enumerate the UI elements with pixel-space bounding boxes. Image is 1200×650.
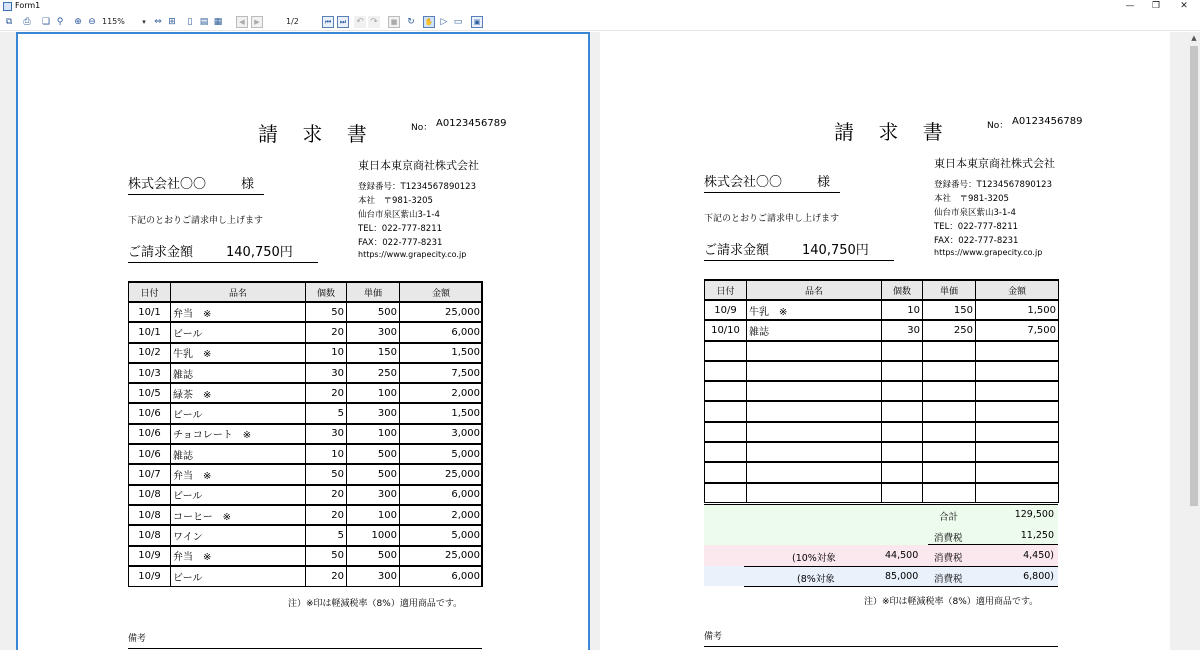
galley-mode-icon[interactable]: ▣ bbox=[471, 16, 483, 28]
restore-button[interactable]: ❐ bbox=[1151, 1, 1161, 11]
cell-date: 10/1 bbox=[129, 322, 171, 342]
cell-qty bbox=[882, 462, 923, 482]
select-tool-icon[interactable]: ▷ bbox=[440, 17, 448, 27]
cell-price bbox=[923, 341, 976, 361]
cell-price: 300 bbox=[347, 566, 400, 586]
cell-price: 100 bbox=[347, 424, 400, 444]
cell-item: ビール bbox=[171, 566, 306, 586]
company-url: https://www.grapecity.co.jp bbox=[934, 248, 1043, 257]
cell-amount bbox=[976, 341, 1059, 361]
billing-amount-value: 140,750円 bbox=[802, 243, 869, 258]
cell-qty bbox=[882, 341, 923, 361]
cell-qty: 10 bbox=[882, 300, 923, 320]
cell-price: 1000 bbox=[347, 525, 400, 545]
page-2[interactable] bbox=[600, 32, 1170, 650]
invoice-title: 請 求 書 bbox=[834, 120, 952, 144]
stop-icon[interactable]: ■ bbox=[388, 16, 400, 28]
cell-amount: 2,000 bbox=[400, 383, 483, 403]
cell-date: 10/8 bbox=[129, 505, 171, 525]
cell-date: 10/9 bbox=[129, 566, 171, 586]
cell-price: 300 bbox=[347, 322, 400, 342]
cell-date: 10/2 bbox=[129, 343, 171, 363]
cell-item: ビール bbox=[171, 485, 306, 505]
fit-page-icon[interactable]: ⊞ bbox=[168, 17, 176, 27]
invoice-no-value: A0123456789 bbox=[1012, 116, 1083, 127]
cell-amount bbox=[976, 401, 1059, 421]
cell-qty: 20 bbox=[306, 566, 347, 586]
zoom-in-icon[interactable]: ⊕ bbox=[74, 17, 82, 27]
remarks-box bbox=[704, 646, 1058, 650]
table-row bbox=[129, 505, 483, 525]
billing-amount-label: ご請求金額 bbox=[128, 245, 194, 260]
cell-item bbox=[747, 341, 882, 361]
cell-price: 500 bbox=[347, 464, 400, 484]
table-row bbox=[705, 381, 1059, 401]
cell-item bbox=[747, 401, 882, 421]
cell-amount: 6,000 bbox=[400, 322, 483, 342]
cell-item: ワイン bbox=[171, 525, 306, 545]
cell-date bbox=[705, 361, 747, 381]
cell-price: 500 bbox=[347, 546, 400, 566]
cell-item: ビール bbox=[171, 322, 306, 342]
table-row bbox=[705, 300, 1059, 320]
window-title: Form1 bbox=[15, 1, 41, 10]
table-row bbox=[705, 320, 1059, 340]
table-row bbox=[705, 361, 1059, 381]
table-row bbox=[129, 403, 483, 423]
hand-tool-icon[interactable]: ✋ bbox=[424, 18, 434, 26]
print-icon[interactable]: ⎙ bbox=[23, 17, 31, 27]
cell-amount: 1,500 bbox=[400, 343, 483, 363]
company-address: 仙台市泉区紫山3-1-4 bbox=[358, 210, 440, 220]
cell-date: 10/10 bbox=[705, 320, 747, 340]
company-tel: TEL：022-777-8211 bbox=[934, 222, 1019, 232]
cell-date: 10/5 bbox=[129, 383, 171, 403]
table-row bbox=[705, 442, 1059, 462]
footnote: 注）※印は軽減税率（8%）適用商品です。 bbox=[288, 599, 463, 609]
cell-amount: 6,000 bbox=[400, 485, 483, 505]
cell-amount bbox=[976, 442, 1059, 462]
cell-item: チョコレート ※ bbox=[171, 424, 306, 444]
cell-price: 100 bbox=[347, 383, 400, 403]
scroll-up-icon[interactable]: ▲ bbox=[1191, 34, 1197, 42]
table-row bbox=[705, 483, 1059, 503]
cell-price: 500 bbox=[347, 302, 400, 322]
cell-amount: 7,500 bbox=[976, 320, 1059, 340]
cell-item: 弁当 ※ bbox=[171, 302, 306, 322]
cell-date: 10/6 bbox=[129, 403, 171, 423]
forward-icon[interactable]: ↷ bbox=[368, 16, 380, 28]
invoice-notice: 下記のとおりご請求申し上げます bbox=[128, 216, 264, 226]
page-indicator[interactable]: 1/2 bbox=[286, 17, 299, 26]
cell-amount bbox=[976, 422, 1059, 442]
cell-price bbox=[923, 381, 976, 401]
table-row bbox=[129, 343, 483, 363]
cell-item: 弁当 ※ bbox=[171, 464, 306, 484]
table-row bbox=[129, 322, 483, 342]
rate8-tax: 6,800) bbox=[1023, 570, 1054, 582]
viewer-toolbar bbox=[0, 14, 1200, 31]
total-value: 129,500 bbox=[1014, 509, 1054, 520]
cell-item: 雑誌 bbox=[747, 320, 882, 340]
continuous-icon[interactable]: ▤ bbox=[199, 17, 209, 27]
cell-item bbox=[747, 381, 882, 401]
cell-item: コーヒー ※ bbox=[171, 505, 306, 525]
customer-suffix: 様 bbox=[816, 175, 830, 190]
customer-label: 株式会社〇〇 bbox=[128, 177, 207, 192]
table-row bbox=[129, 525, 483, 545]
rate8-tax-label: 消費税 bbox=[934, 573, 963, 585]
company-fax: FAX：022-777-8231 bbox=[358, 238, 443, 248]
cell-date: 10/9 bbox=[129, 546, 171, 566]
company-reg-no: 登録番号：T1234567890123 bbox=[358, 182, 476, 192]
cell-amount: 3,000 bbox=[400, 424, 483, 444]
minimize-button[interactable]: — bbox=[1125, 1, 1135, 11]
company-tel: TEL：022-777-8211 bbox=[358, 224, 443, 234]
cell-date: 10/6 bbox=[129, 444, 171, 464]
zoom-out-icon[interactable]: ⊖ bbox=[88, 17, 96, 27]
previous-page-icon[interactable]: ◀ bbox=[236, 16, 248, 28]
customer-name bbox=[704, 171, 840, 193]
rate10-base: 44,500 bbox=[885, 550, 919, 561]
customer-label: 株式会社〇〇 bbox=[704, 175, 783, 190]
cell-amount bbox=[976, 381, 1059, 401]
cell-qty: 30 bbox=[306, 363, 347, 383]
cell-qty bbox=[882, 381, 923, 401]
cell-date: 10/7 bbox=[129, 464, 171, 484]
company-url: https://www.grapecity.co.jp bbox=[358, 250, 467, 259]
company-reg-no: 登録番号：T1234567890123 bbox=[934, 180, 1052, 190]
table-row bbox=[705, 341, 1059, 361]
cell-date bbox=[705, 341, 747, 361]
cell-qty bbox=[882, 483, 923, 503]
zoom-dropdown-chevron-icon[interactable]: ▾ bbox=[142, 18, 146, 26]
snapshot-icon[interactable]: ▭ bbox=[453, 17, 463, 27]
cell-amount: 5,000 bbox=[400, 525, 483, 545]
cell-amount: 25,000 bbox=[400, 302, 483, 322]
cell-qty: 20 bbox=[306, 383, 347, 403]
header-price: 単価 bbox=[923, 280, 976, 300]
cell-date bbox=[705, 401, 747, 421]
cell-date: 10/9 bbox=[705, 300, 747, 320]
cell-price: 150 bbox=[347, 343, 400, 363]
table-row bbox=[129, 383, 483, 403]
rate8-label: (8%対象 bbox=[797, 573, 835, 585]
table-row bbox=[129, 302, 483, 322]
cell-qty: 20 bbox=[306, 322, 347, 342]
cell-item: 雑誌 bbox=[171, 444, 306, 464]
items-table bbox=[128, 281, 483, 587]
cell-qty: 30 bbox=[882, 320, 923, 340]
cell-amount: 5,000 bbox=[400, 444, 483, 464]
cell-qty: 50 bbox=[306, 546, 347, 566]
copy-page-icon[interactable]: ❏ bbox=[41, 17, 51, 27]
multi-page-icon[interactable]: ▦ bbox=[213, 17, 223, 27]
find-icon[interactable]: ⚲ bbox=[56, 17, 64, 27]
table-row bbox=[705, 422, 1059, 442]
header-amount: 金額 bbox=[976, 280, 1059, 300]
billing-amount bbox=[128, 241, 318, 263]
invoice-page-1 bbox=[18, 34, 590, 650]
cell-date: 10/8 bbox=[129, 485, 171, 505]
cell-amount bbox=[976, 361, 1059, 381]
total-label: 合計 bbox=[939, 512, 959, 523]
invoice-no-value: A0123456789 bbox=[436, 118, 507, 129]
header-price: 単価 bbox=[347, 282, 400, 302]
cell-date: 10/3 bbox=[129, 363, 171, 383]
cell-price bbox=[923, 401, 976, 421]
invoice-no-label: No： bbox=[987, 121, 1009, 131]
cell-item: 牛乳 ※ bbox=[171, 343, 306, 363]
table-row bbox=[129, 444, 483, 464]
header-date: 日付 bbox=[129, 282, 171, 302]
tax-label: 消費税 bbox=[934, 532, 963, 544]
customer-name bbox=[128, 173, 264, 195]
cell-amount bbox=[976, 462, 1059, 482]
cell-price: 250 bbox=[923, 320, 976, 340]
billing-amount-value: 140,750円 bbox=[226, 245, 293, 260]
cell-qty bbox=[882, 401, 923, 421]
page-1[interactable] bbox=[16, 32, 590, 650]
header-qty: 個数 bbox=[882, 280, 923, 300]
table-row bbox=[129, 566, 483, 586]
cell-date bbox=[705, 442, 747, 462]
cell-item: 弁当 ※ bbox=[171, 546, 306, 566]
rate8-base: 85,000 bbox=[885, 570, 919, 582]
cell-price: 100 bbox=[347, 505, 400, 525]
cell-price: 250 bbox=[347, 363, 400, 383]
cell-price: 500 bbox=[347, 444, 400, 464]
rate8-row bbox=[704, 566, 1058, 587]
vertical-scrollbar[interactable] bbox=[1188, 32, 1200, 650]
cell-price: 300 bbox=[347, 485, 400, 505]
table-row bbox=[129, 464, 483, 484]
cell-qty: 30 bbox=[306, 424, 347, 444]
cell-qty: 20 bbox=[306, 505, 347, 525]
cell-amount: 1,500 bbox=[400, 403, 483, 423]
table-row bbox=[129, 363, 483, 383]
header-amount: 金額 bbox=[400, 282, 483, 302]
cell-amount: 25,000 bbox=[400, 464, 483, 484]
window-titlebar bbox=[0, 0, 1200, 14]
footnote: 注）※印は軽減税率（8%）適用商品です。 bbox=[864, 597, 1039, 607]
cell-amount: 25,000 bbox=[400, 546, 483, 566]
invoice-notice: 下記のとおりご請求申し上げます bbox=[704, 214, 840, 224]
customer-suffix: 様 bbox=[240, 177, 254, 192]
cell-qty: 50 bbox=[306, 464, 347, 484]
rate10-label: (10%対象 bbox=[792, 553, 836, 564]
company-name: 東日本東京商社株式会社 bbox=[358, 159, 479, 172]
company-name: 東日本東京商社株式会社 bbox=[934, 157, 1055, 170]
company-address: 仙台市泉区紫山3-1-4 bbox=[934, 208, 1016, 218]
app-icon bbox=[3, 2, 12, 11]
rate10-tax-label: 消費税 bbox=[934, 553, 963, 564]
tax-row bbox=[704, 525, 1058, 546]
remarks-label: 備考 bbox=[704, 632, 723, 642]
cell-price bbox=[923, 462, 976, 482]
zoom-select[interactable]: 115% bbox=[102, 17, 125, 26]
header-qty: 個数 bbox=[306, 282, 347, 302]
close-button[interactable]: ✕ bbox=[1180, 1, 1188, 11]
cell-date bbox=[705, 483, 747, 503]
cell-item: 緑茶 ※ bbox=[171, 383, 306, 403]
invoice-page-2 bbox=[600, 32, 1168, 650]
cell-qty: 20 bbox=[306, 485, 347, 505]
cell-qty bbox=[882, 361, 923, 381]
header-item: 品名 bbox=[747, 280, 882, 300]
cell-date: 10/8 bbox=[129, 525, 171, 545]
cell-date: 10/1 bbox=[129, 302, 171, 322]
items-table bbox=[704, 279, 1059, 503]
cell-amount: 6,000 bbox=[400, 566, 483, 586]
cell-price bbox=[923, 442, 976, 462]
cell-qty: 5 bbox=[306, 525, 347, 545]
cell-qty: 10 bbox=[306, 343, 347, 363]
cell-amount: 2,000 bbox=[400, 505, 483, 525]
fit-width-icon[interactable]: ⇔ bbox=[154, 17, 162, 27]
billing-amount bbox=[704, 239, 894, 261]
single-page-icon[interactable]: ▯ bbox=[187, 17, 193, 27]
first-page-icon[interactable]: ⏮ bbox=[322, 16, 334, 28]
cell-price: 300 bbox=[347, 403, 400, 423]
cell-item bbox=[747, 422, 882, 442]
scrollbar-thumb[interactable] bbox=[1190, 46, 1198, 506]
cell-item: 雑誌 bbox=[171, 363, 306, 383]
invoice-no-label: No： bbox=[411, 123, 433, 133]
cell-item bbox=[747, 483, 882, 503]
report-viewer[interactable] bbox=[0, 32, 1200, 650]
invoice-title: 請 求 書 bbox=[258, 122, 376, 146]
header-item: 品名 bbox=[171, 282, 306, 302]
cell-price: 150 bbox=[923, 300, 976, 320]
cell-item bbox=[747, 442, 882, 462]
refresh-icon[interactable]: ↻ bbox=[407, 17, 415, 27]
cell-date: 10/6 bbox=[129, 424, 171, 444]
cell-price bbox=[923, 422, 976, 442]
next-page-icon[interactable]: ▶ bbox=[251, 16, 263, 28]
copy-icon[interactable]: ⧉ bbox=[5, 17, 13, 27]
cell-qty bbox=[882, 442, 923, 462]
table-row bbox=[705, 462, 1059, 482]
header-date: 日付 bbox=[705, 280, 747, 300]
cell-item: ビール bbox=[171, 403, 306, 423]
cell-amount: 7,500 bbox=[400, 363, 483, 383]
cell-qty bbox=[882, 422, 923, 442]
cell-item bbox=[747, 462, 882, 482]
cell-price bbox=[923, 483, 976, 503]
table-row bbox=[129, 424, 483, 444]
table-row bbox=[129, 485, 483, 505]
cell-qty: 5 bbox=[306, 403, 347, 423]
cell-qty: 50 bbox=[306, 302, 347, 322]
rate10-tax: 4,450) bbox=[1023, 550, 1054, 561]
cell-item bbox=[747, 361, 882, 381]
rate10-row bbox=[704, 545, 1058, 566]
total-row bbox=[704, 504, 1058, 525]
table-row bbox=[705, 401, 1059, 421]
cell-date bbox=[705, 422, 747, 442]
back-icon[interactable]: ↶ bbox=[354, 16, 366, 28]
last-page-icon[interactable]: ⏭ bbox=[337, 16, 349, 28]
cell-amount bbox=[976, 483, 1059, 503]
cell-item: 牛乳 ※ bbox=[747, 300, 882, 320]
cell-amount: 1,500 bbox=[976, 300, 1059, 320]
cell-date bbox=[705, 381, 747, 401]
company-postal: 本社 〒981-3205 bbox=[358, 196, 433, 206]
billing-amount-label: ご請求金額 bbox=[704, 243, 770, 258]
cell-date bbox=[705, 462, 747, 482]
company-fax: FAX：022-777-8231 bbox=[934, 236, 1019, 246]
table-row bbox=[129, 546, 483, 566]
company-postal: 本社 〒981-3205 bbox=[934, 194, 1009, 204]
remarks-label: 備考 bbox=[128, 634, 147, 644]
cell-price bbox=[923, 361, 976, 381]
tax-value: 11,250 bbox=[1020, 529, 1054, 541]
cell-qty: 10 bbox=[306, 444, 347, 464]
